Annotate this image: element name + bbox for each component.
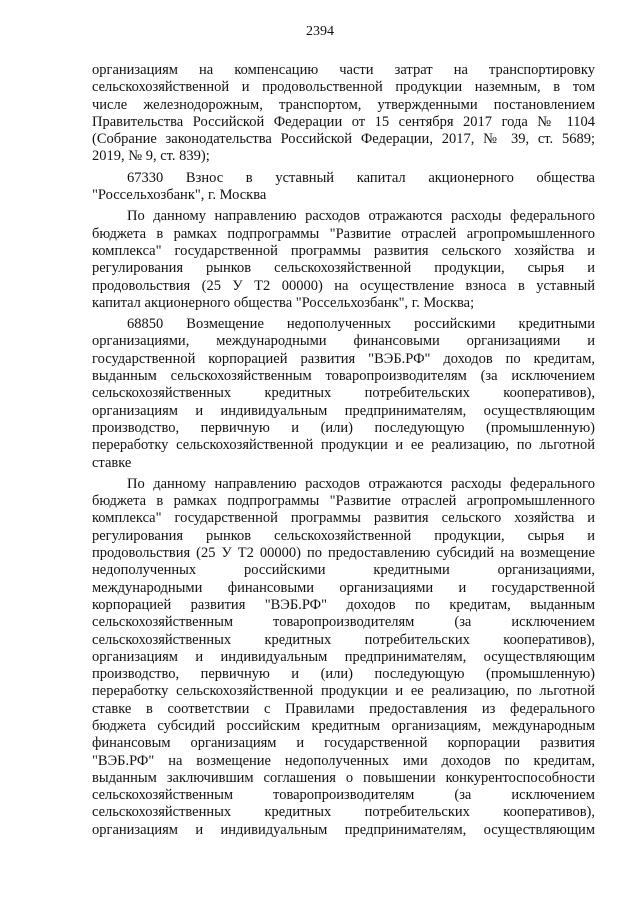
text-line: выданным заключившим соглашения о повышении конкурентоспособности [92, 769, 595, 786]
text-line: производство, первичную и (или) последующую (промышленную) [92, 419, 595, 436]
text-line: "Россельхозбанк", г. Москва [92, 187, 267, 204]
text-line: ставке [92, 454, 132, 471]
text-line: сельскохозяйственных кредитных потребительских кооперативов), [92, 804, 595, 821]
page-number: 2394 [306, 24, 334, 39]
text-line: государственной корпорацией развития "ВЭБ.РФ" доходов по кредитам, [92, 350, 595, 367]
paragraph-transport-compensation-rules [92, 62, 595, 166]
text-line: продовольствия (25 У Т2 00000) по предоставлению субсидий на возмещение [92, 545, 595, 562]
text-line: продовольствия (25 У Т2 00000) на осуществление взноса в уставный [92, 277, 595, 294]
text-line: числе железнодорожным, транспортом, утвержденными постановлением [92, 96, 595, 113]
text-line: 68850 Возмещение недополученных российскими кредитными [127, 316, 595, 333]
text-line: сельскохозяйственных кредитных потребительских кооперативов), [92, 385, 595, 402]
text-line: регулирования рынков сельскохозяйственной продукции, сырья и [92, 527, 595, 544]
paragraph-67330-description [92, 208, 595, 312]
text-line: комплекса" государственной программы развития сельского хозяйства и [92, 242, 595, 259]
text-line: производство, первичную и (или) последующую (промышленную) [92, 666, 595, 683]
text-line: 2019, № 9, ст. 839); [92, 148, 210, 165]
text-line: организациям и индивидуальным предпринимателям, осуществляющим [92, 402, 595, 419]
text-line: организациям и индивидуальным предпринимателям, осуществляющим [92, 648, 595, 665]
text-line: сельскохозяйственным товаропроизводителям (за исключением [92, 614, 595, 631]
paragraph-67330-heading [92, 170, 595, 205]
text-line: бюджета субсидий российским кредитным организациям, международным [92, 717, 595, 734]
text-line: бюджета в рамках подпрограммы "Развитие отраслей агропромышленного [92, 493, 595, 510]
text-line: выданным сельскохозяйственным товаропроизводителям (за исключением [92, 368, 595, 385]
text-line: сельскохозяйственных кредитных потребительских кооперативов), [92, 631, 595, 648]
text-line: По данному направлению расходов отражаются расходы федерального [127, 475, 595, 492]
text-line: недополученных российскими кредитными организациями, [92, 562, 595, 579]
document-body [92, 62, 595, 839]
text-line: финансовым организациям и государственной корпорации развития [92, 735, 595, 752]
text-line: сельскохозяйственной и продовольственной продукции наземным, в том [92, 79, 595, 96]
text-line: корпорацией развития "ВЭБ.РФ" доходов по кредитам, выданным [92, 596, 595, 613]
text-line: организациям и индивидуальным предпринимателям, осуществляющим [92, 821, 595, 838]
text-line: (Собрание законодательства Российской Федерации, 2017, № 39, ст. 5689; [92, 131, 595, 148]
text-line: сельскохозяйственным товаропроизводителям (за исключением [92, 787, 595, 804]
text-line: организациями, международными финансовыми организациями и [92, 333, 595, 350]
text-line: капитал акционерного общества "Россельхозбанк", г. Москва; [92, 294, 475, 311]
text-line: переработку сельскохозяйственной продукции и ее реализацию, по льготной [92, 437, 595, 454]
text-line: бюджета в рамках подпрограммы "Развитие отраслей агропромышленного [92, 225, 595, 242]
text-line: 67330 Взнос в уставный капитал акционерного общества [127, 169, 595, 186]
text-line: организациям на компенсацию части затрат на транспортировку [92, 62, 595, 78]
text-line: По данному направлению расходов отражаются расходы федерального [127, 208, 595, 225]
text-line: "ВЭБ.РФ" на возмещение недополученных ими доходов по кредитам, [92, 752, 595, 769]
paragraph-68850-description [92, 476, 595, 839]
text-line: международными финансовыми организациями и государственной [92, 579, 595, 596]
text-line: Правительства Российской Федерации от 15 сентября 2017 года № 1104 [92, 113, 595, 130]
text-line: ставке в соответствии с Правилами предоставления из федерального [92, 700, 595, 717]
text-line: регулирования рынков сельскохозяйственной продукции, сырья и [92, 260, 595, 277]
text-line: комплекса" государственной программы развития сельского хозяйства и [92, 510, 595, 527]
paragraph-68850-heading [92, 316, 595, 472]
text-line: переработку сельскохозяйственной продукции и ее реализацию, по льготной [92, 683, 595, 700]
